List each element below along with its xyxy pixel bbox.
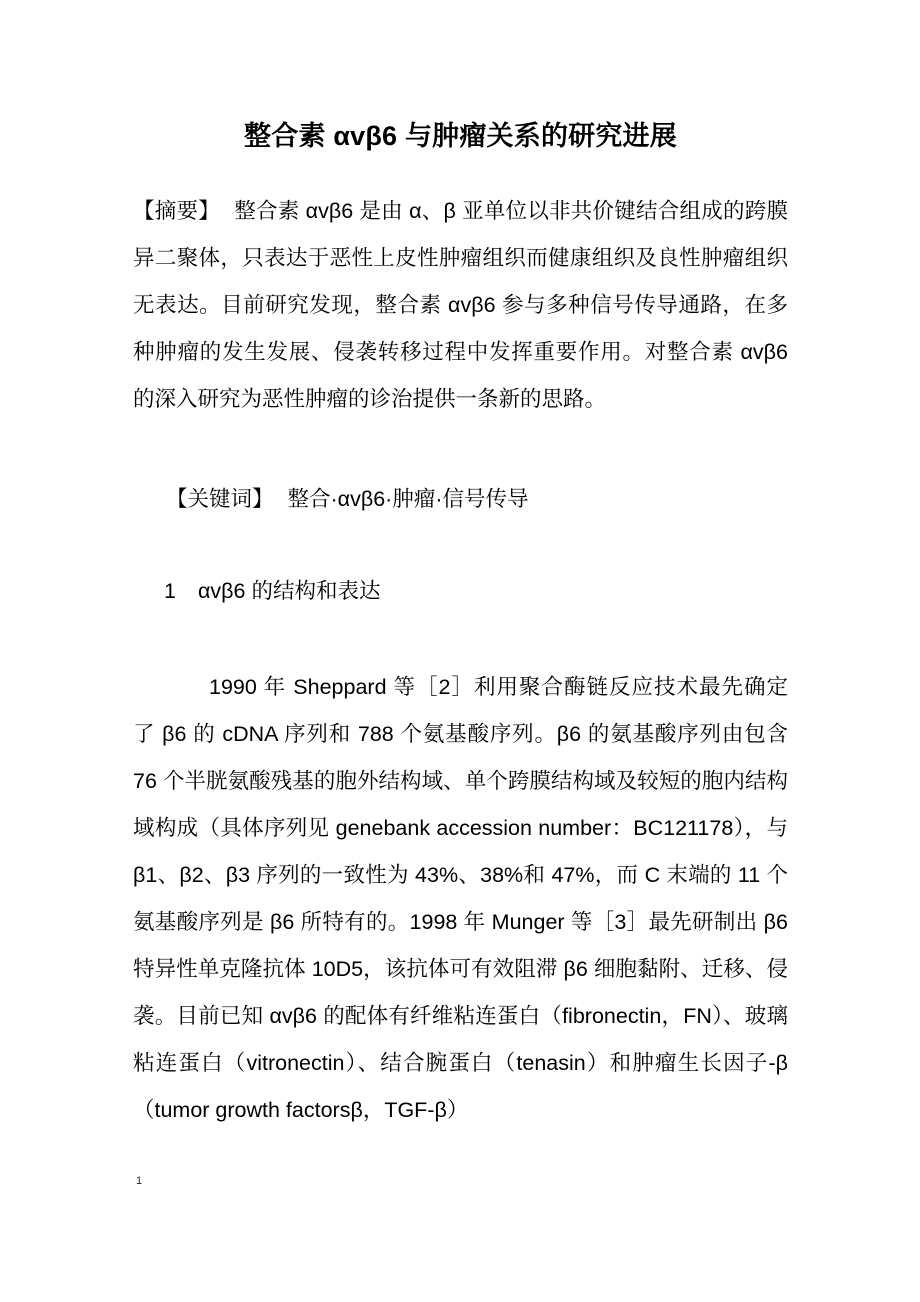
keywords-label: 【关键词】 xyxy=(166,487,274,512)
page-title: 整合素 αvβ6 与肿瘤关系的研究进展 xyxy=(244,121,677,151)
section-heading-text: αvβ6 的结构和表达 xyxy=(197,579,381,604)
abstract-text: 整合素 αvβ6 是由 α、β 亚单位以非共价键结合组成的跨膜异二聚体，只表达于恶性上皮性肿瘤组织而健康组织及良性肿瘤组织无表达。目前研究发现，整合素 αvβ6 参与多种信号传导通路，在多种肿瘤的发生发展、侵袭转移过程中发挥重要作用。对整合素 αvβ6 的深入研究为恶性肿瘤的诊治提供一条新的思路。 xyxy=(133,199,788,412)
section-heading xyxy=(133,523,788,615)
page-content-column xyxy=(133,0,788,1134)
page-number: 1 xyxy=(136,1175,143,1187)
section-body-paragraph: 1990 年 Sheppard 等［2］利用聚合酶链反应技术最先确定了 β6 的 cDNA 序列和 788 个氨基酸序列。β6 的氨基酸序列由包含 76 个半胱氨酸残基的胞外结构域、单个跨膜结构域及较短的胞内结构域构成（具体序列见 genebank accession number：BC121178），与 β1、β2、β3 序列的一致性为 43%、38%和 47%，而 C 末端的 11 个氨基酸序列是 β6 所特有的。1998 年 Munger 等［3］最先研制出 β6 特异性单克隆抗体 10D5，该抗体可有效阻滞 β6 细胞黏附、迁移、侵袭。目前已知 αvβ6 的配体有纤维粘连蛋白（fibronectin，FN）、玻璃粘连蛋白（vitronectin）、结合腕蛋白（tenasin）和肿瘤生长因子-β（tumor growth factorsβ，TGF-β） xyxy=(133,675,788,1123)
section-number: 1 xyxy=(164,579,176,604)
keywords-text: 整合·αvβ6·肿瘤·信号传导 xyxy=(287,487,529,512)
abstract-block xyxy=(133,154,788,423)
keywords-block xyxy=(133,423,788,523)
abstract-label: 【摘要】 xyxy=(133,199,220,224)
